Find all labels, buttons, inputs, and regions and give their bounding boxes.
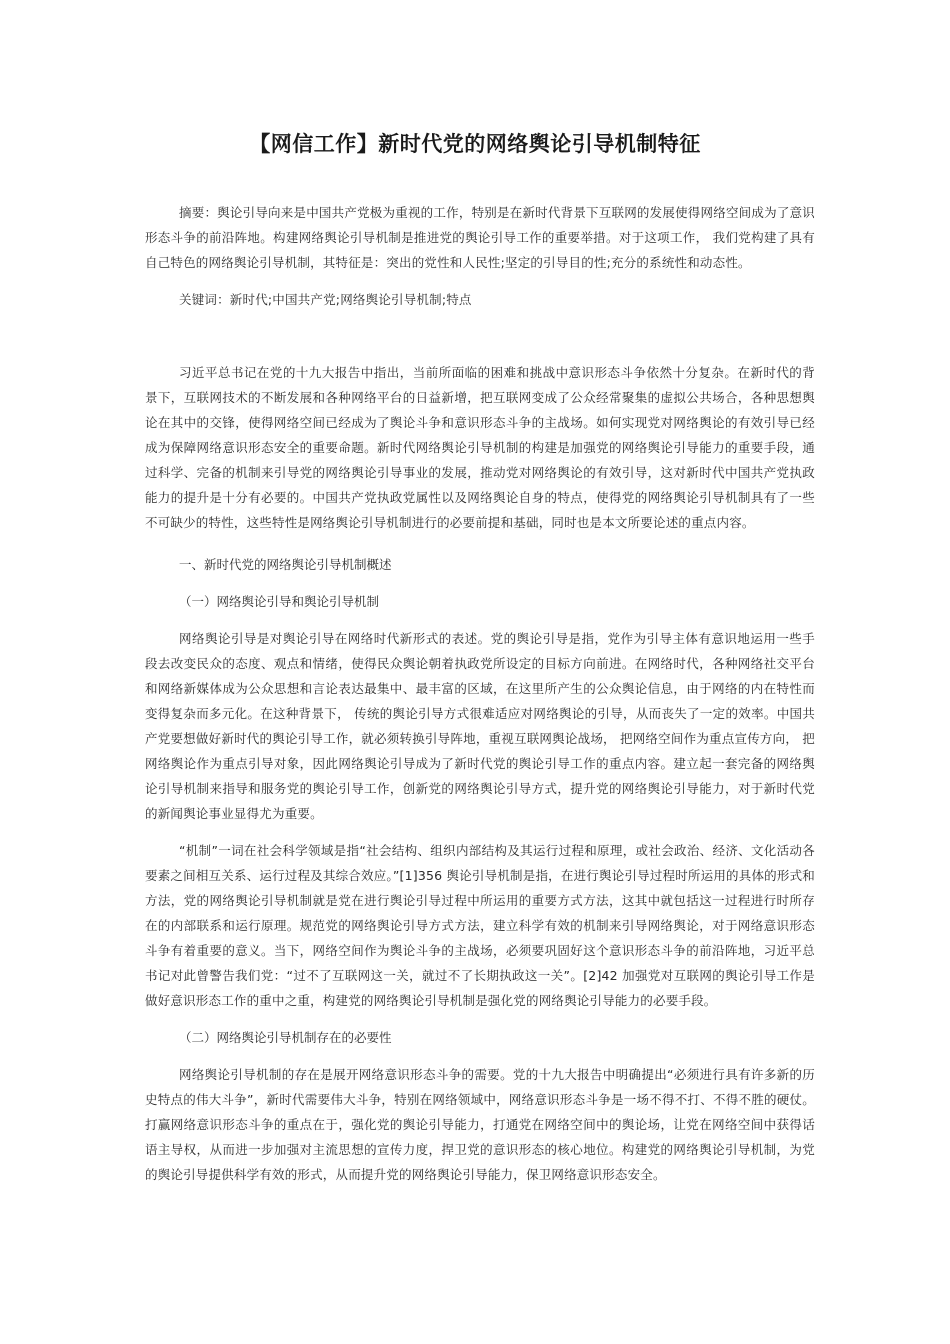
subsection-heading-2: （二）网络舆论引导机制存在的必要性 (179, 1030, 392, 1045)
body-paragraph: 网络舆论引导是对舆论引导在网络时代新形式的表述。党的舆论引导是指，党作为引导主体有意识地运用一些手 段去改变民众的态度、观点和情绪，使得民众舆论朝着执政党所设定的目标方向前进。在网络时代，各种网络社交平台和网络新媒体成为公众思想和言论表达最集中、最丰富的区域，在这里所产生的公众舆论信息，由于网络的内在特性而变得复杂而多元化。在这种背景下， 传统的舆论引导方式很难适应对网络舆论的引导，从而丧失了一定的效率。中国共产党要想做好新时代的舆论引导工作，就必须转换引导阵地，重视互联网舆论战场， 把网络空间作为重点宣传方向， 把网络舆论作为重点引导对象，因此网络舆论引导成为了新时代党的舆论引导工作的重点内容。建立起一套完备的网络舆论引导机制来指导和服务党的舆论引导工作，创新党的网络舆论引导方式，提升党的网络舆论引导能力，对于新时代党的新闻舆论事业显得尤为重要。 (145, 631, 815, 821)
keywords-line: 关键词：新时代;中国共产党;网络舆论引导机制;特点 (179, 292, 472, 307)
subsection-heading-1: （一）网络舆论引导和舆论引导机制 (179, 594, 380, 609)
abstract-paragraph: 摘要：舆论引导向来是中国共产党极为重视的工作，特别是在新时代背景下互联网的发展使得网络空间成为了意识形态斗争的前沿阵地。构建网络舆论引导机制是推进党的舆论引导工作的重要举措。对于这项工作， 我们党构建了具有自己特色的网络舆论引导机制，其特征是：突出的党性和人民性;坚定的引导目的性;充分的系统性和动态性。 (145, 205, 815, 270)
body-paragraph: 网络舆论引导机制的存在是展开网络意识形态斗争的需要。党的十九大报告中明确提出“必须进行具有许多新的历史特点的伟大斗争”，新时代需要伟大斗争，特别在网络领域中，网络意识形态斗争是一场不得不打、不得不胜的硬仗。打赢网络意识形态斗争的重点在于，强化党的舆论引导能力，打通党在网络空间中的舆论场，让党在网络空间中获得话语主导权，从而进一步加强对主流思想的宣传力度，捍卫党的意识形态的核心地位。构建党的网络舆论引导机制，为党的舆论引导提供科学有效的形式，从而提升党的网络舆论引导能力，保卫网络意识形态安全。 (145, 1067, 815, 1182)
intro-paragraph: 习近平总书记在党的十九大报告中指出，当前所面临的困难和挑战中意识形态斗争依然十分复杂。在新时代的背 景下，互联网技术的不断发展和各种网络平台的日益新增，把互联网变成了公众经常聚集的虚拟公共场合，各种思想舆 论在其中的交锋，使得网络空间已经成为了舆论斗争和意识形态斗争的主战场。如何实现党对网络舆论的有效引导已经 成为保障网络意识形态安全的重要命题。新时代网络舆论引导机制的构建是加强党的网络舆论引导能力的重要手段，通过科学、完备的机制来引导党的网络舆论引导事业的发展，推动党对网络舆论的有效引导，这对新时代中国共产党执政能力的提升是十分有必要的。中国共产党执政党属性以及网络舆论自身的特点，使得党的网络舆论引导机制具有了一些 不可缺少的特性，这些特性是网络舆论引导机制进行的必要前提和基础，同时也是本文所要论述的重点内容。 (145, 365, 815, 530)
section-heading-1: 一、新时代党的网络舆论引导机制概述 (179, 557, 392, 572)
document-title: 【网信工作】新时代党的网络舆论引导机制特征 (249, 132, 701, 156)
body-paragraph: “机制”一词在社会科学领域是指“社会结构、组织内部结构及其运行过程和原理，或社会政治、经济、文化活动各要素之间相互关系、运行过程及其综合效应。”[1]356 舆论引导机制是指，在进行舆论引导过程时所运用的具体的形式和方法，党的网络舆论引导机制就是党在进行舆论引导过程中所运用的重要方式方法，这其中就包括这一过程进行时所存 在的内部联系和运行原理。规范党的网络舆论引导方式方法，建立科学有效的机制来引导网络舆论，对于网络意识形态斗争有着重要的意义。当下，网络空间作为舆论斗争的主战场，必须要巩固好这个意识形态斗争的前沿阵地，习近平总书记对此曾警告我们党：“过不了互联网这一关，就过不了长期执政这一关”。[2]42 加强党对互联网的舆论引导工作是做好意识形态工作的重中之重，构建党的网络舆论引导机制是强化党的网络舆论引导能力的必要手段。 (145, 843, 815, 1008)
document-body (145, 200, 815, 1187)
